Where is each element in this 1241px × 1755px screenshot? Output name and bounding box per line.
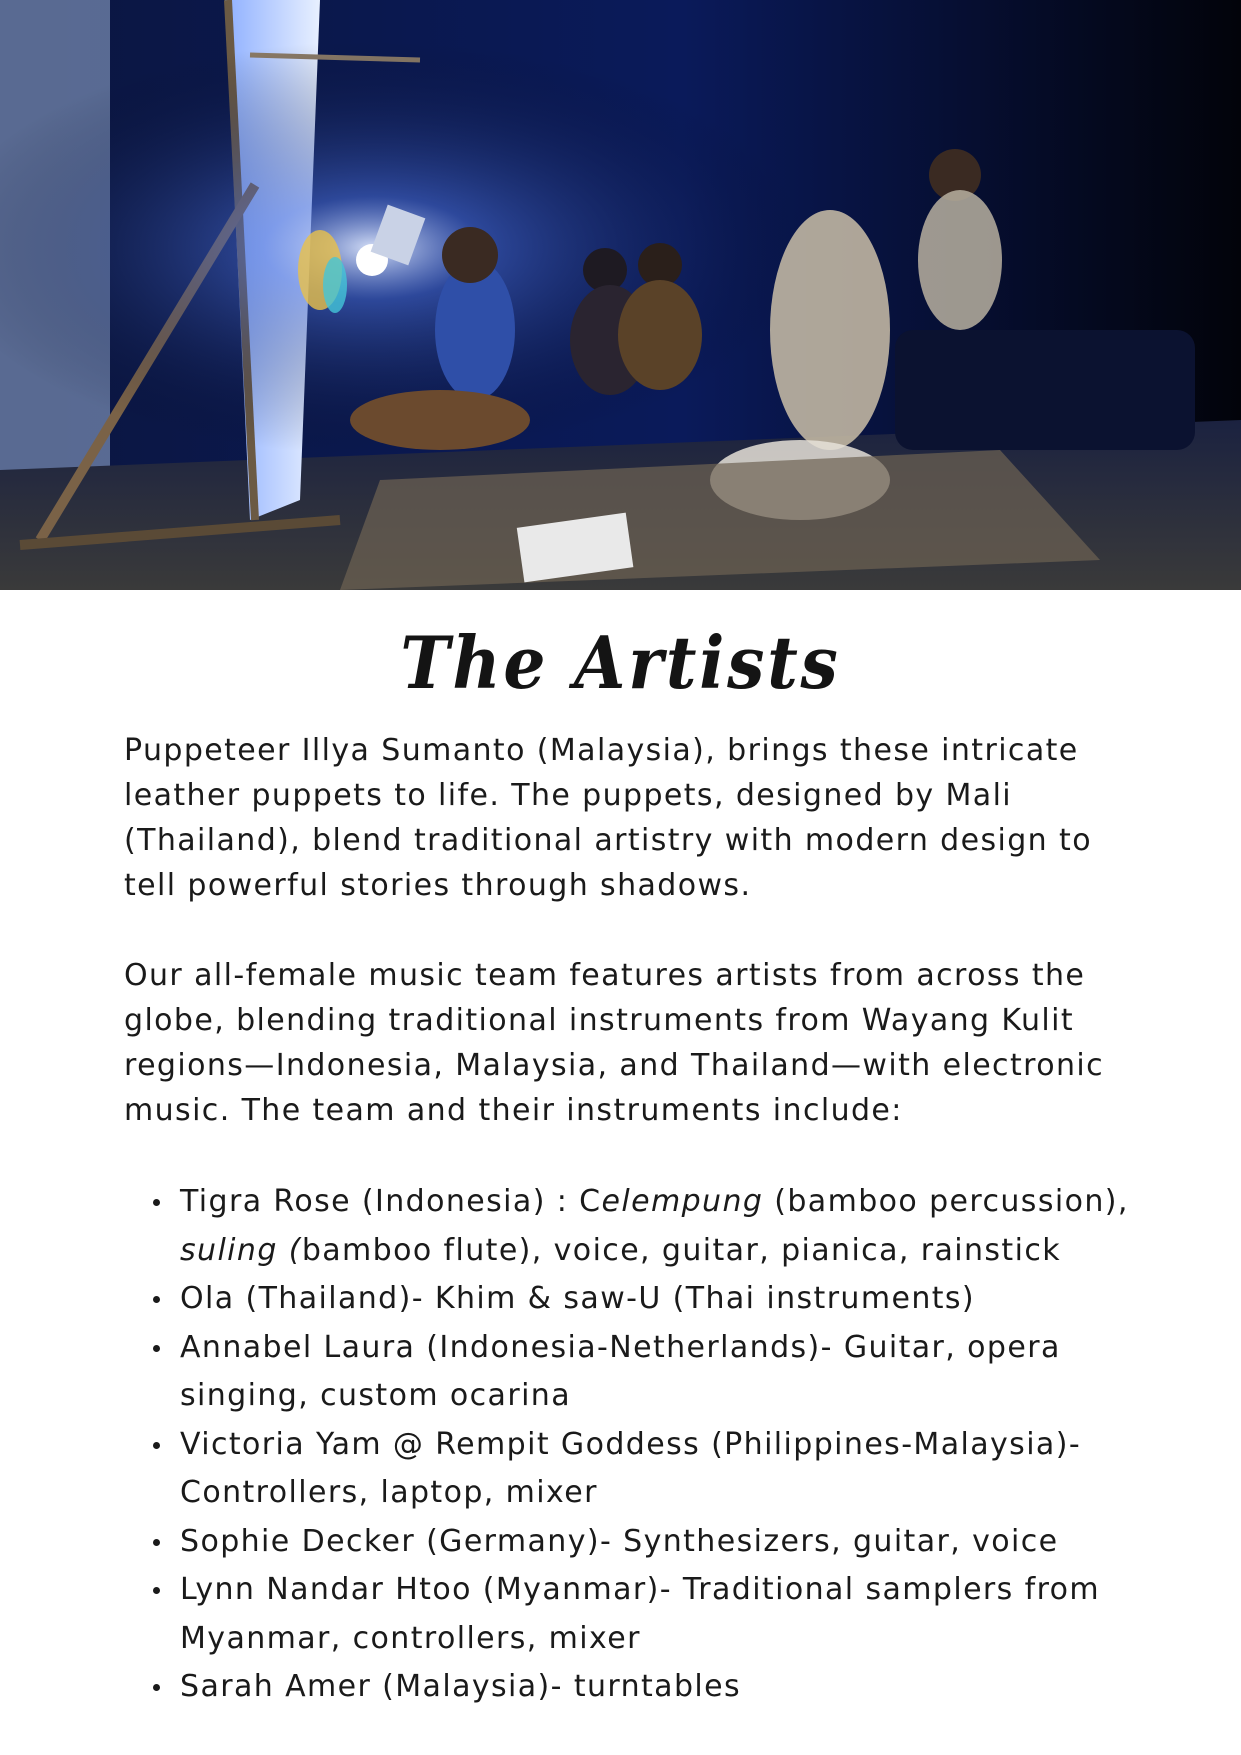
tigra-celempung: elempung	[601, 1184, 764, 1219]
list-item-sophie: Sophie Decker (Germany)- Synthesizers, guitar, voice	[180, 1518, 1144, 1567]
list-item-victoria: Victoria Yam @ Rempit Goddess (Philippines-Malaysia)- Controllers, laptop, mixer	[180, 1421, 1144, 1518]
page-title: The Artists	[400, 620, 841, 705]
music-paragraph: Our all-female music team features artists from across the globe, blending traditional instruments from Wayang Kulit regions—Indonesia, Malaysia, and Thailand—with electronic music. The team and their instruments include:	[124, 958, 1104, 1128]
hero-photo	[0, 0, 1241, 590]
tigra-suling: suling (	[180, 1232, 302, 1268]
shadow-puppet-performance-photo	[0, 0, 1241, 590]
artists-content	[124, 728, 1144, 1712]
list-item-lynn: Lynn Nandar Htoo (Myanmar)- Traditional samplers from Myanmar, controllers, mixer	[180, 1566, 1144, 1663]
intro-paragraph: Puppeteer Illya Sumanto (Malaysia), brings these intricate leather puppets to life. The puppets, designed by Mali (Thailand), blend traditional artistry with modern design to tell powerful stories through shadows.	[124, 733, 1092, 903]
list-item-sarah: Sarah Amer (Malaysia)- turntables	[180, 1663, 1144, 1712]
tigra-prefix: Tigra Rose (Indonesia) : C	[180, 1184, 602, 1219]
list-item-ola: Ola (Thailand)- Khim & saw-U (Thai instruments)	[180, 1275, 1144, 1324]
list-item-tigra	[180, 1178, 1144, 1275]
list-item-annabel: Annabel Laura (Indonesia-Netherlands)- Guitar, opera singing, custom ocarina	[180, 1324, 1144, 1421]
tigra-mid: (bamboo percussion),	[763, 1184, 1129, 1219]
team-list	[124, 1178, 1144, 1712]
tigra-suffix: bamboo flute), voice, guitar, pianica, rainstick	[301, 1232, 1061, 1268]
